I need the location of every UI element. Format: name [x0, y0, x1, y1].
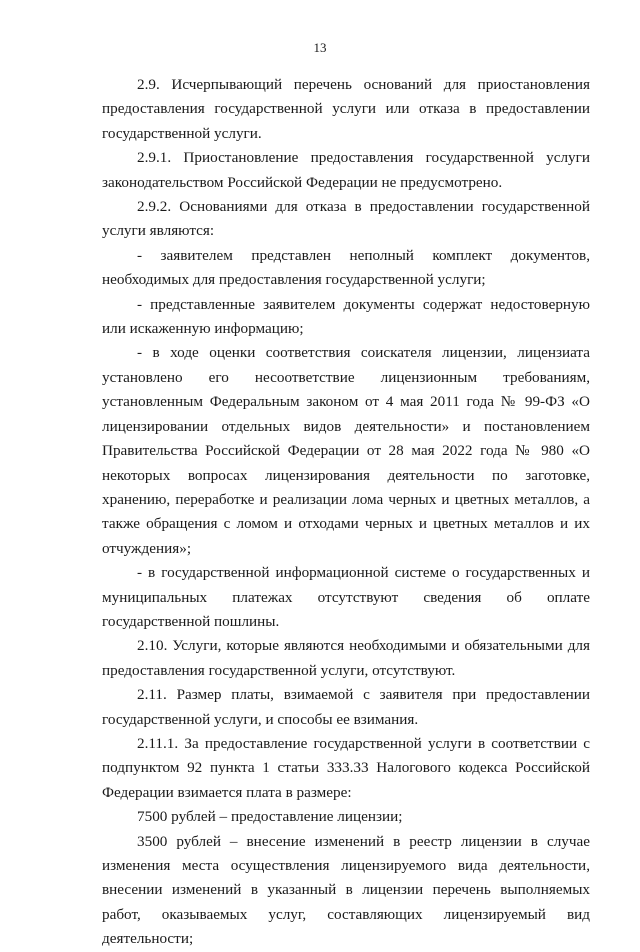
paragraph-2-10: 2.10. Услуги, которые являются необходимыми и обязательными для предоставления государственной услуги, отсутствуют. [102, 637, 590, 679]
list-item-no-fee-payment: - в государственной информационной системе о государственных и муниципальных платежах отсутствуют сведения об оплате государственной пошлины. [102, 564, 590, 630]
document-body [102, 73, 590, 952]
paragraph-2-9-1: 2.9.1. Приостановление предоставления государственной услуги законодательством Российской Федерации не предусмотрено. [102, 149, 590, 191]
paragraph-2-9-2: 2.9.2. Основаниями для отказа в предоставлении государственной услуги являются: [102, 198, 590, 240]
paragraph-2-11: 2.11. Размер платы, взимаемой с заявителя при предоставлении государственной услуги, и способы ее взимания. [102, 686, 590, 728]
list-item-incomplete-documents: - заявителем представлен неполный комплект документов, необходимых для предоставления государственной услуги; [102, 246, 590, 289]
paragraph-2-9: 2.9. Исчерпывающий перечень оснований для приостановления предоставления государственной услуги или отказа в предоставлении государственной услуги. [102, 76, 590, 142]
fee-item-register-changes: 3500 рублей – внесение изменений в реестр лицензии в случае изменения места осуществления лицензируемого вида деятельности, внесении изменений в указанный в лицензии перечень выполняемых работ, оказываемых услуг, составляющих лицензируемый вид деятельности; [102, 832, 590, 948]
paragraph-2-11-1: 2.11.1. За предоставление государственной услуги в соответствии с подпунктом 92 пункта 1 статьи 333.33 Налогового кодекса Российской Федерации взимается плата в размере: [102, 734, 590, 801]
list-item-noncompliance: - в ходе оценки соответствия соискателя лицензии, лицензиата установлено его несоответствие лицензионным требованиям, установленным Федеральным законом от 4 мая 2011 года № 99-ФЗ «О лицензировании отдельных видов деятельности» и постановлением Правительства Российской Федерации от 28 мая 2022 года № 980 «О некоторых вопросах лицензирования деятельности по заготовке, хранению, переработке и реализации лома черных и цветных металлов, а также обращения с ломом и отходами черных и цветных металлов и их отчуждения»; [102, 344, 590, 557]
fee-item-license-issue: 7500 рублей – предоставление лицензии; [137, 808, 403, 826]
page-number: 13 [313, 40, 327, 55]
list-item-false-information: - представленные заявителем документы содержат недостоверную или искаженную информацию; [102, 295, 590, 338]
